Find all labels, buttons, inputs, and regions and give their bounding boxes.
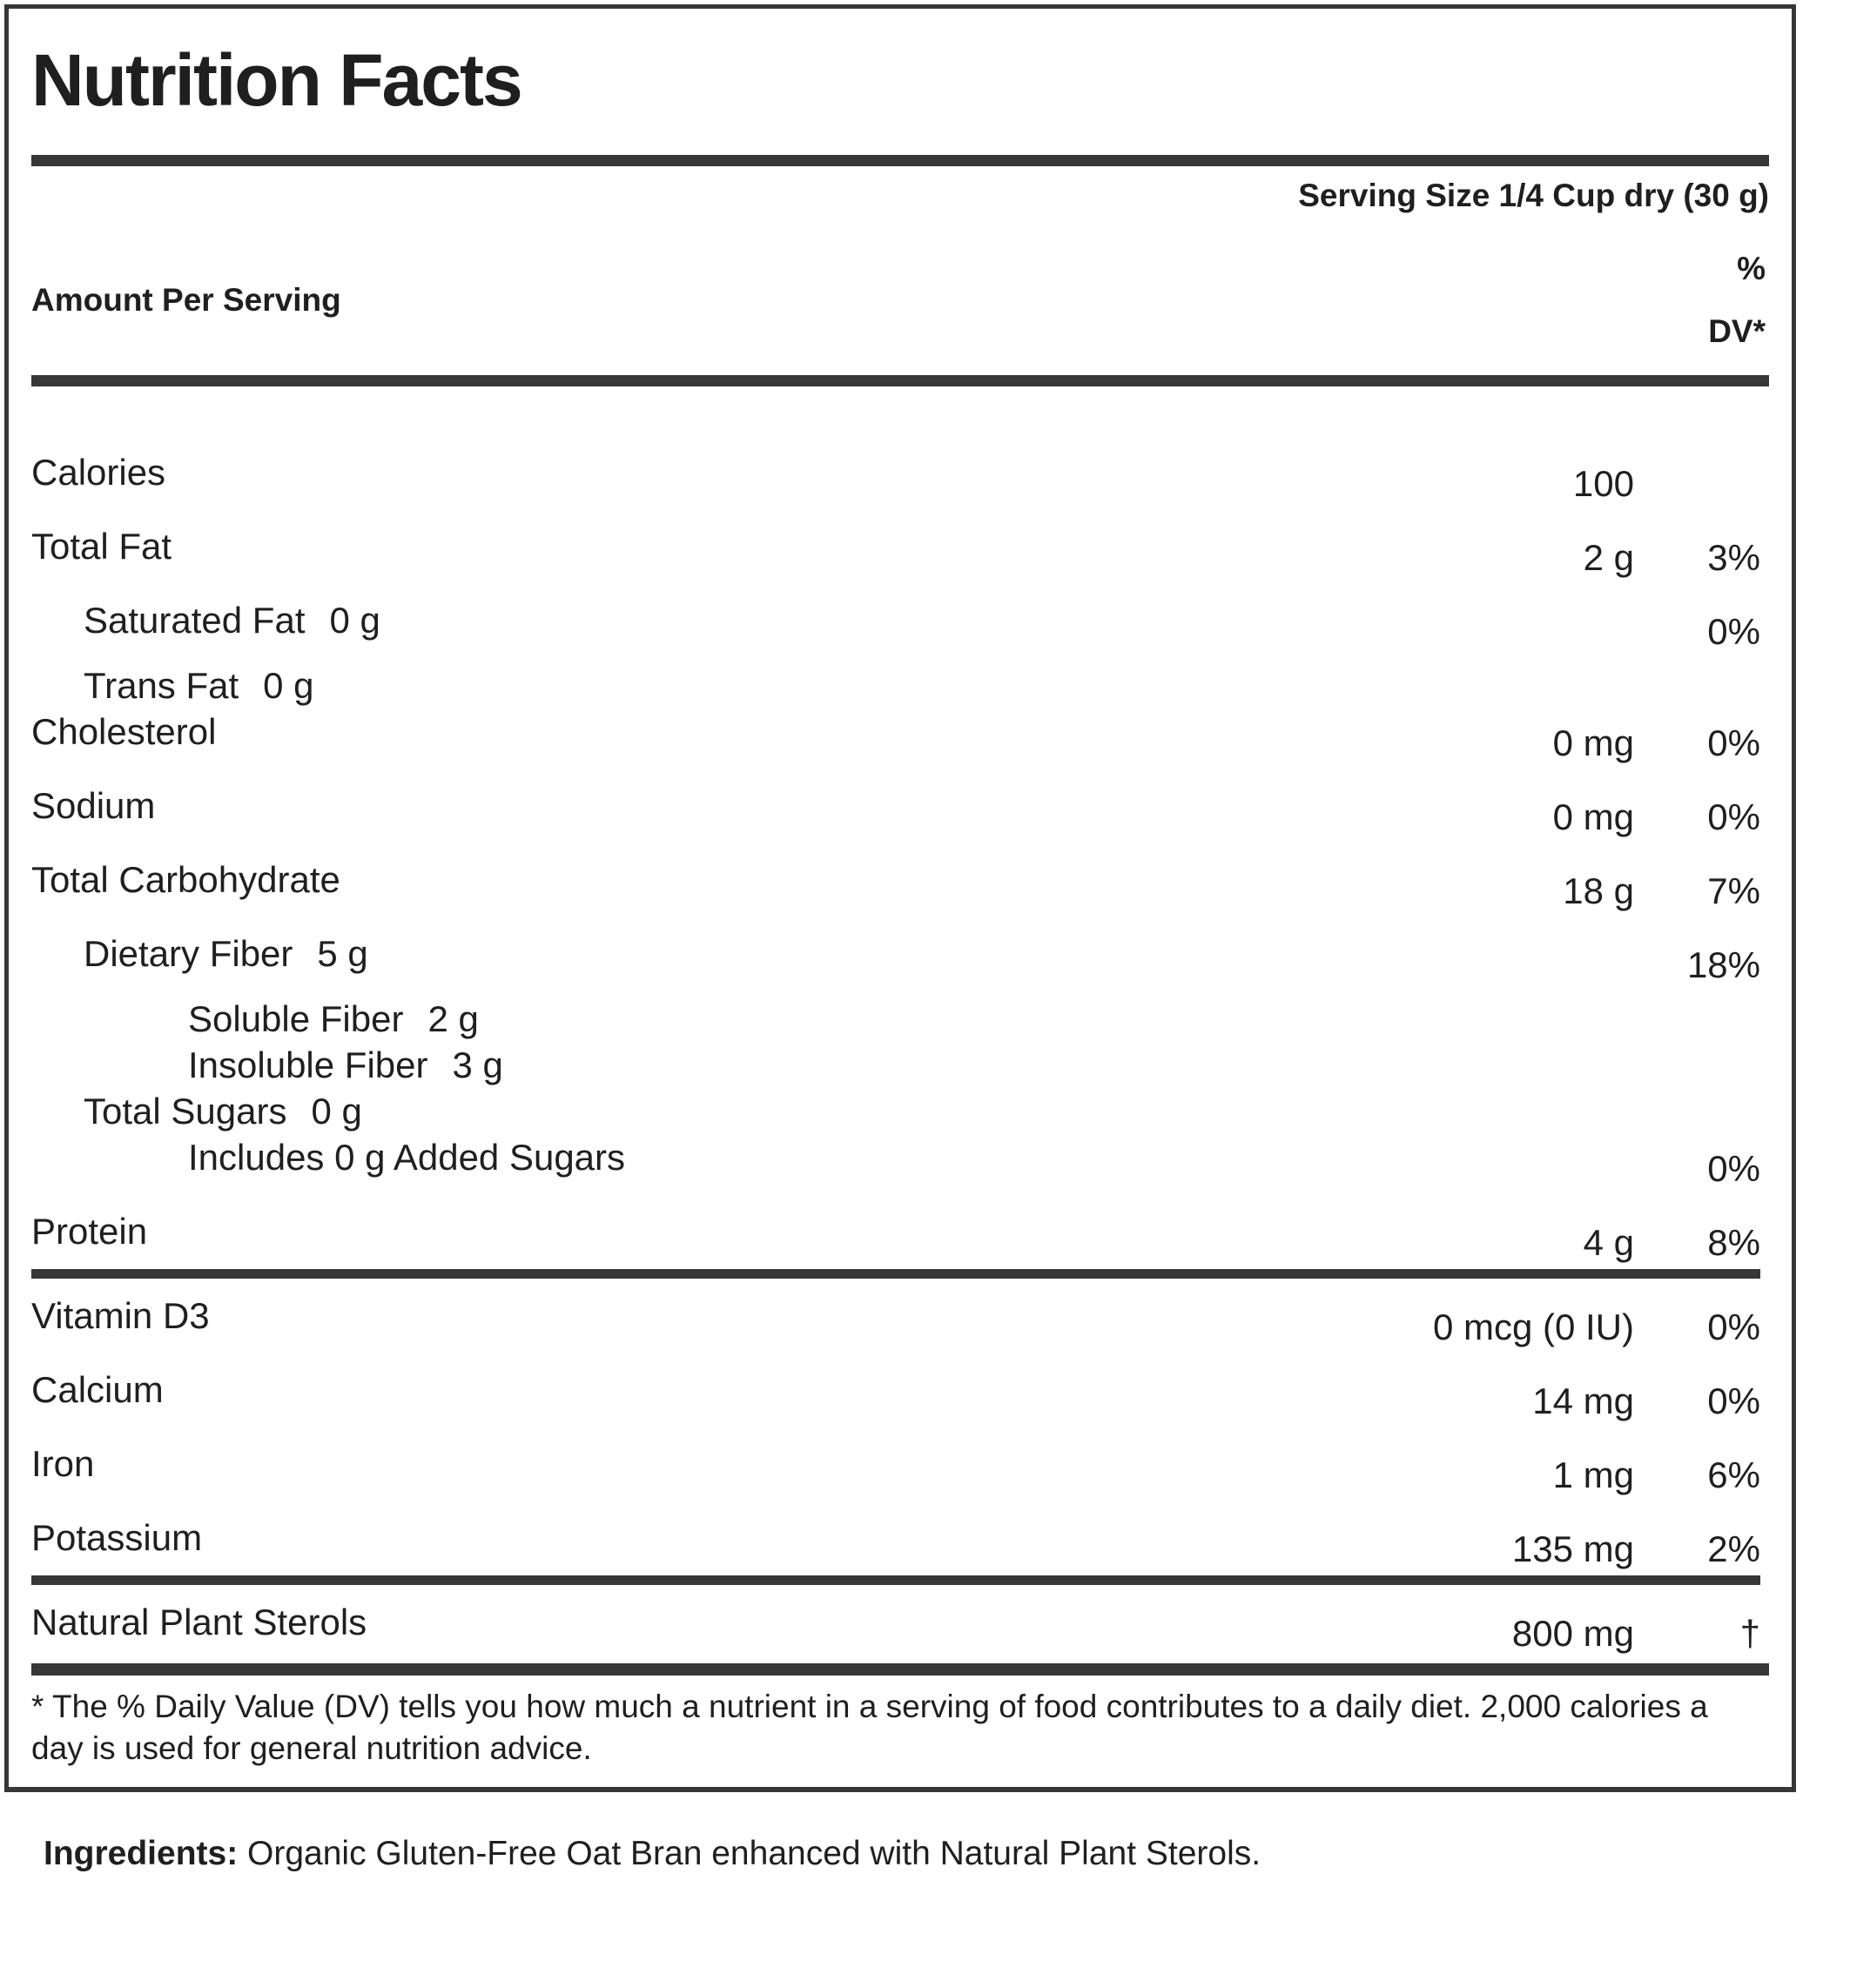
nutrient-name: Saturated Fat 0 g bbox=[84, 600, 380, 641]
daily-value-footnote: * The % Daily Value (DV) tells you how much a nutrient in a serving of food contributes to a daily diet. 2,000 calories a day is used for general nutrition advice. bbox=[31, 1689, 1708, 1766]
ingredients-text: Organic Gluten-Free Oat Bran enhanced with Natural Plant Sterols. bbox=[238, 1835, 1261, 1872]
nutrient-rows bbox=[31, 452, 1769, 1654]
nutrient-inline-amount: 3 g bbox=[452, 1044, 503, 1085]
nutrient-name: Calcium bbox=[31, 1369, 164, 1410]
row-total-fat bbox=[31, 526, 1760, 578]
nutrient-name: Vitamin D3 bbox=[31, 1295, 210, 1336]
nutrient-daily-value: † bbox=[1739, 1613, 1760, 1654]
nutrient-daily-value: 6% bbox=[1707, 1454, 1760, 1495]
nutrient-amount: 18 g bbox=[1563, 870, 1634, 911]
nutrient-daily-value: 0% bbox=[1707, 1148, 1760, 1189]
row-soluble-fiber bbox=[31, 999, 1760, 1039]
nutrient-amount: 0 mg bbox=[1552, 796, 1634, 837]
divider-under-title bbox=[31, 155, 1769, 166]
nutrient-inline-amount: 0 g bbox=[263, 665, 314, 706]
row-dietary-fiber bbox=[31, 933, 1760, 985]
nutrient-name: Total Carbohydrate bbox=[31, 859, 340, 900]
nutrient-name: Trans Fat 0 g bbox=[84, 665, 314, 706]
percent-sign-label: % bbox=[1737, 251, 1766, 286]
nutrient-amount: 100 bbox=[1572, 463, 1634, 504]
column-header-row bbox=[31, 238, 1769, 363]
nutrient-daily-value: 0% bbox=[1707, 796, 1760, 837]
panel-title: Nutrition Facts bbox=[31, 39, 521, 121]
nutrient-name: Dietary Fiber 5 g bbox=[84, 933, 368, 974]
nutrient-inline-amount: 5 g bbox=[317, 933, 368, 974]
nutrient-amount: 800 mg bbox=[1511, 1613, 1634, 1654]
row-cholesterol bbox=[31, 711, 1760, 763]
divider-under-header bbox=[31, 375, 1769, 386]
nutrient-amount: 2 g bbox=[1583, 537, 1634, 578]
nutrient-name: Total Fat bbox=[31, 526, 172, 567]
nutrient-name: Protein bbox=[31, 1211, 148, 1252]
nutrient-amount: 4 g bbox=[1583, 1222, 1634, 1263]
nutrient-name: Sodium bbox=[31, 785, 156, 826]
row-iron bbox=[31, 1443, 1760, 1495]
nutrient-name: Potassium bbox=[31, 1517, 203, 1558]
row-calcium bbox=[31, 1369, 1760, 1421]
nutrient-daily-value: 0% bbox=[1707, 1306, 1760, 1347]
nutrient-amount: 0 mcg (0 IU) bbox=[1432, 1306, 1634, 1347]
divider-above-footnote bbox=[31, 1663, 1769, 1676]
nutrient-daily-value: 7% bbox=[1707, 870, 1760, 911]
row-sodium bbox=[31, 785, 1760, 837]
nutrient-inline-amount: 0 g bbox=[311, 1091, 362, 1132]
nutrient-amount: 0 mg bbox=[1552, 722, 1634, 763]
nutrient-name: Cholesterol bbox=[31, 711, 217, 752]
nutrient-daily-value: 3% bbox=[1707, 537, 1760, 578]
nutrient-name: Soluble Fiber 2 g bbox=[188, 998, 479, 1039]
nutrient-amount: 1 mg bbox=[1552, 1454, 1634, 1495]
row-includes-0-g-added-sugars bbox=[31, 1137, 1760, 1189]
nutrient-daily-value: 2% bbox=[1707, 1528, 1760, 1569]
section-divider bbox=[31, 1575, 1760, 1585]
nutrient-name: Includes 0 g Added Sugars bbox=[188, 1137, 626, 1178]
nutrient-name: Insoluble Fiber 3 g bbox=[188, 1044, 503, 1085]
row-total-sugars bbox=[31, 1091, 1760, 1132]
nutrient-name: Total Sugars 0 g bbox=[84, 1091, 362, 1132]
serving-size: Serving Size 1/4 Cup dry (30 g) bbox=[1298, 178, 1769, 213]
amount-per-serving-label: Amount Per Serving bbox=[31, 282, 341, 318]
row-natural-plant-sterols bbox=[31, 1602, 1760, 1654]
nutrient-daily-value: 8% bbox=[1707, 1222, 1760, 1263]
row-total-carbohydrate bbox=[31, 859, 1760, 911]
nutrient-amount: 135 mg bbox=[1511, 1528, 1634, 1569]
nutrition-facts-panel bbox=[4, 4, 1796, 1792]
row-potassium bbox=[31, 1517, 1760, 1569]
nutrient-name: Calories bbox=[31, 452, 166, 493]
percent-dv-header bbox=[1708, 238, 1766, 363]
nutrient-amount: 14 mg bbox=[1532, 1380, 1634, 1421]
ingredients-line bbox=[44, 1833, 1365, 1875]
nutrient-name: Natural Plant Sterols bbox=[31, 1602, 367, 1642]
row-calories bbox=[31, 452, 1760, 504]
row-protein bbox=[31, 1211, 1760, 1263]
nutrient-name: Iron bbox=[31, 1443, 95, 1484]
nutrient-daily-value: 18% bbox=[1686, 944, 1760, 985]
row-vitamin-d3 bbox=[31, 1295, 1760, 1347]
nutrient-inline-amount: 2 g bbox=[427, 998, 479, 1039]
ingredients-label: Ingredients: bbox=[44, 1835, 239, 1872]
nutrient-daily-value: 0% bbox=[1707, 722, 1760, 763]
nutrient-daily-value: 0% bbox=[1707, 1380, 1760, 1421]
row-trans-fat bbox=[31, 666, 1760, 706]
nutrient-inline-amount: 0 g bbox=[329, 600, 380, 641]
row-saturated-fat bbox=[31, 600, 1760, 652]
nutrient-daily-value: 0% bbox=[1707, 611, 1760, 652]
section-divider bbox=[31, 1269, 1760, 1279]
row-insoluble-fiber bbox=[31, 1045, 1760, 1085]
dv-abbrev-label: DV* bbox=[1708, 313, 1766, 349]
